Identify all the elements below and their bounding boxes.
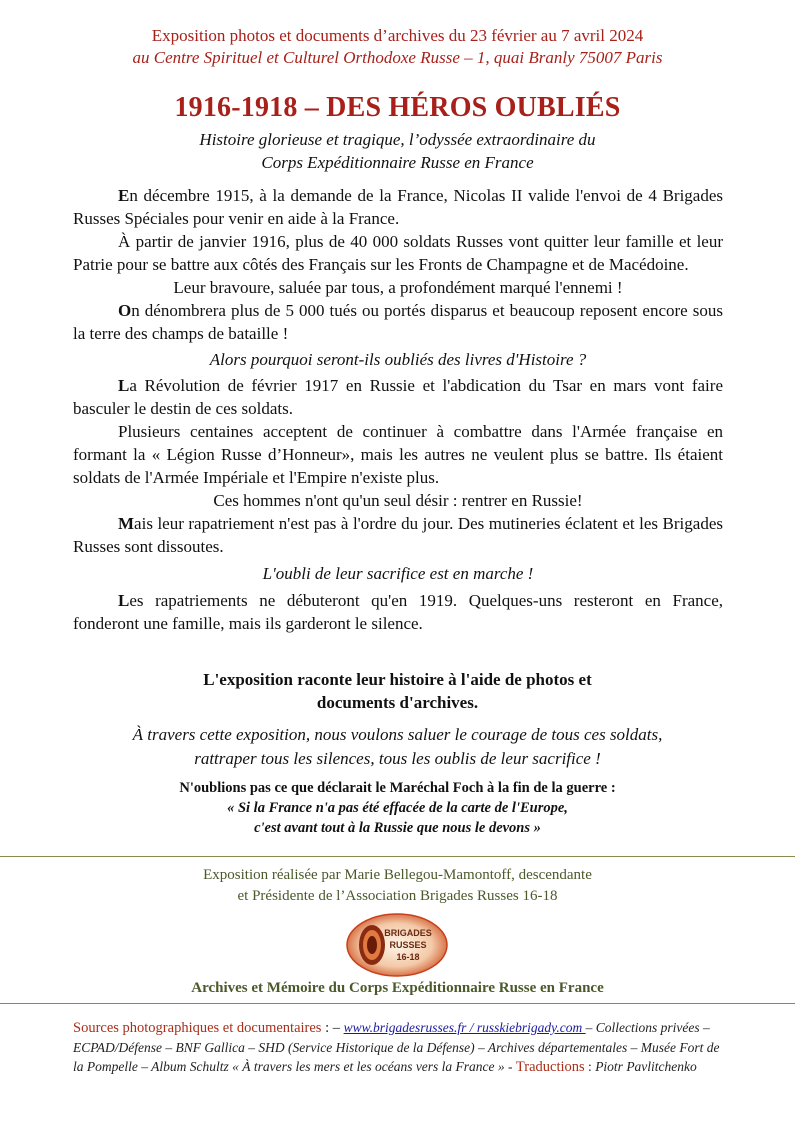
paragraph-9 [73,589,723,635]
exhibition-dates: Exposition photos et documents d’archives du 23 février au 7 avril 2024 [151,26,644,45]
paragraph-8 [73,512,723,558]
sources-separator: : – [321,1020,344,1036]
dropcap: E [118,186,130,205]
paragraph-6: Plusieurs centaines acceptent de continuer à combattre dans l'Armée française en formant la « Légion Russe d’Honneur», mais les autres ne veulent plus se battre. Ils étaient soldats de l'Armée Impériale et l'Empire n'existe plus. [73,422,723,487]
logo-text-line-2: RUSSES [389,940,427,950]
paragraph-text: ais leur rapatriement n'est pas à l'ordre du jour. Des mutineries éclatent et les Brigades Russes sont dissoutes. [73,514,723,556]
divider-bottom [0,1003,795,1004]
foch-quote-1 [0,798,795,818]
expo-line-1: L'exposition raconte leur histoire à l'aide de photos et [203,670,592,689]
translations-separator: : [584,1059,596,1074]
foch-quote-text: « Si la France n'a pas été effacée de la carte de l'Europe, [227,800,568,816]
foch-quote-text: c'est avant tout à la Russie que nous le devons » [254,820,541,836]
subtitle-line-1: Histoire glorieuse et tragique, l’odyssée extraordinaire du [199,130,596,149]
sources-label: Sources photographiques et documentaires [73,1020,322,1036]
brigades-russes-logo [344,912,450,978]
credits-line-1: Exposition réalisée par Marie Bellegou-Mamontoff, descendante [203,867,592,883]
paragraph-4 [73,299,723,345]
sources-website-link[interactable]: www.brigadesrusses.fr / russkiebrigady.com [343,1020,586,1035]
dropcap: O [118,301,132,320]
body-text [73,184,723,635]
question-1: Alors pourquoi seront-ils oubliés des livres d'Histoire ? [209,350,587,369]
question-2: L'oubli de leur sacrifice est en marche ! [262,564,534,583]
translator-name: Piotr Pavlitchenko [595,1059,697,1074]
exhibition-venue: au Centre Spirituel et Culturel Orthodoxe Russe – 1, quai Branly 75007 Paris [132,48,663,67]
foch-quote-2 [0,818,795,838]
dropcap: L [118,591,130,610]
divider-top [0,856,795,857]
sources-block [73,1018,733,1077]
salute-line-1: À travers cette exposition, nous voulons saluer le courage de tous ces soldats, [132,725,663,744]
logo-text-line-3: 16-18 [396,952,420,962]
paragraph-5 [73,374,723,420]
paragraph-text: a Révolution de février 1917 en Russie et l'abdication du Tsar en mars vont faire basculer le destin de ces soldats. [73,376,723,418]
paragraph-text: n dénombrera plus de 5 000 tués ou portés disparus et beaucoup reposent encore sous la terre des champs de bataille ! [73,301,723,343]
sources-list: – Collections privées – ECPAD/Défense – BNF Gallica – SHD (Service Historique de la Défense) – Archives départementales – Musée Fort de la Pompelle – Album Schultz « À travers les mers et les océans vers la France » - [73,1020,720,1074]
salute-line-2: rattraper tous les silences, tous les oublis de leur sacrifice ! [194,749,601,768]
association-name: Archives et Mémoire du Corps Expéditionnaire Russe en France [191,980,604,996]
expo-line-2: documents d'archives. [316,693,479,712]
paragraph-3: Leur bravoure, saluée par tous, a profondément marqué l'ennemi ! [173,278,623,297]
credits-line-2: et Présidente de l’Association Brigades Russes 16-18 [237,888,558,904]
paragraph-text: n décembre 1915, à la demande de la France, Nicolas II valide l'envoi de 4 Brigades Russes Spéciales pour venir en aide à la France. [73,186,723,228]
logo-text-line-1: BRIGADES [384,928,432,938]
translations-label: Traductions [515,1059,585,1075]
dropcap: M [118,514,135,533]
paragraph-7: Ces hommes n'ont qu'un seul désir : rentrer en Russie! [213,491,583,510]
paragraph-text: es rapatriements ne débuteront qu'en 1919. Quelques-uns resteront en France, fonderont une famille, mais ils garderont le silence. [73,591,723,633]
paragraph-2: À partir de janvier 1916, plus de 40 000 soldats Russes vont quitter leur famille et leur Patrie pour se battre aux côtés des Français sur les Fronts de Champagne et de Macédoine. [73,232,723,274]
foch-intro: N'oublions pas ce que déclarait le Maréchal Foch à la fin de la guerre : [179,780,616,796]
subtitle-line-2: Corps Expéditionnaire Russe en France [261,153,534,172]
dropcap: L [118,376,130,395]
paragraph-1 [73,184,723,230]
page-title: 1916-1918 – DES HÉROS OUBLIÉS [174,92,621,123]
